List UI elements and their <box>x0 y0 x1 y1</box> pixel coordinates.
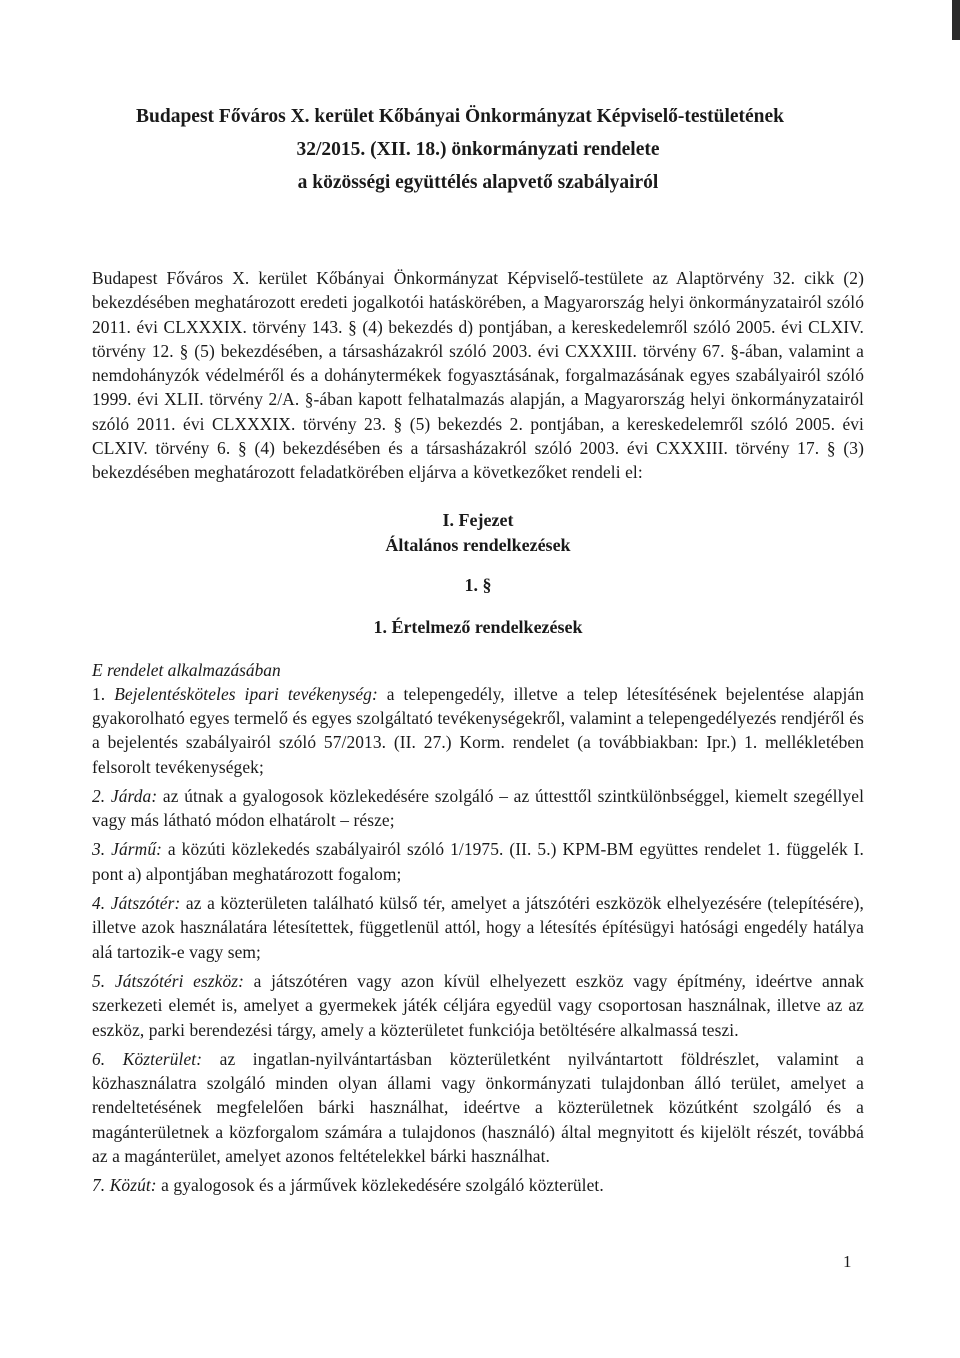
section-title: 1. Értelmező rendelkezések <box>373 616 583 637</box>
scan-edge-mark <box>952 0 960 40</box>
definition-number: 2. <box>92 785 106 806</box>
definition-number: 4. <box>92 893 106 914</box>
definition-item <box>92 969 864 1042</box>
definition-term: Járda: <box>110 785 158 806</box>
page-number: 1 <box>843 1252 852 1271</box>
definition-term: Jármű: <box>111 839 162 860</box>
chapter-title: Általános rendelkezések <box>385 534 571 555</box>
definition-text: az ingatlan-nyilvántartásban közterületként nyilvántartott földrészlet, valamint a közhasználatra szolgáló minden olyan állami vagy önkormányzati tulajdonban álló terület, amelyet a rendeltetésének megfelelően bárki használhat, ideértve a közterületnek közútként szolgáló és a magánterületnek a közforgalom számára a tulajdonos (használó) által megnyitott és kijelölt részét, továbbá az a magánterület, amelyet azonos feltételekkel bárki használhat. <box>92 1048 865 1167</box>
preamble-paragraph: Budapest Főváros X. kerület Kőbányai Önkormányzat Képviselő-testülete az Alaptörvény 32. cikk (2) bekezdésében meghatározott eredeti jogalkotói hatáskörében, a Magyarország helyi önkormányzatairól szóló 2011. évi CLXXXIX. törvény 143. § (4) bekezdés d) pontjában, a kereskedelemről szóló 2005. évi CLXIV. törvény 12. § (5) bekezdésében, a társasházakról szóló 2003. évi CXXXIII. törvény 67. §-ában, valamint a nemdohányzók védelméről és a dohánytermékek fogyasztásának, forgalmazásának egyes szabályairól szóló 1999. évi XLII. törvény 2/A. §-ában kapott felhatalmazás alapján, a Magyarország helyi önkormányzatairól szóló 2011. évi CLXXXIX. törvény 23. § (5) bekezdés 2. pontjában, a kereskedelemről szóló 2005. évi CLXIV. törvény 6. § (4) bekezdésében és a társasházakról szóló 2003. évi CXXXIII. törvény 17. § (3) bekezdésében meghatározott feladatkörében eljárva a következőket rendeli el: <box>92 268 864 483</box>
definition-text: az útnak a gyalogosok közlekedésére szolgáló – az úttesttől szintkülönbséggel, kiemelt szegéllyel vagy más látható módon elhatárolt – része; <box>92 785 865 831</box>
definition-item <box>92 891 864 964</box>
document-header <box>92 100 864 199</box>
definition-number: 6. <box>92 1048 106 1069</box>
definition-text: az a közterületen található külső tér, amelyet a játszótéri eszközök elhelyezésére (telepítésére), illetve azok használatára létesítettek, függetlenül attól, hogy a létesítés építésügyi hatósági engedély hatálya alá tartozik-e vagy sem; <box>92 893 864 962</box>
definition-number: 1. <box>92 683 106 704</box>
definition-number: 5. <box>92 970 106 991</box>
definition-text: a játszótéren vagy azon kívül elhelyezett eszköz vagy építmény, ideértve annak szerkezeti elemét is, amelyet a gyermekek játék céljára egyedül vagy csoportosan használnak, illetve az az eszköz, parki berendezési tárgy, amely a közterületet funkciója betöltésére alkalmassá teszi. <box>92 970 864 1040</box>
header-decree-number: 32/2015. (XII. 18.) önkormányzati rendelete <box>296 139 660 160</box>
definition-term: Közterület: <box>122 1048 203 1069</box>
definition-item <box>92 1173 864 1197</box>
definition-term: Közút: <box>109 1175 157 1196</box>
definitions-list <box>92 682 864 1198</box>
section-number: 1. § <box>464 574 492 595</box>
definition-text: a közúti közlekedés szabályairól szóló 1/1975. (II. 5.) KPM-BM együttes rendelet 1. függelék I. pont a) alpontjában meghatározott fogalom; <box>92 839 864 884</box>
definition-term: Játszótér: <box>110 893 181 914</box>
definition-item <box>92 682 864 779</box>
definition-term: Bejelentésköteles ipari tevékenység: <box>114 683 378 704</box>
subheading: E rendelet alkalmazásában <box>92 659 281 680</box>
header-decree-title: a közösségi együttélés alapvető szabályairól <box>297 172 659 193</box>
chapter-heading <box>92 508 864 558</box>
definition-number: 7. <box>92 1175 106 1196</box>
definition-item <box>92 837 864 886</box>
header-issuer: Budapest Főváros X. kerület Kőbányai Önkormányzat Képviselő-testületének <box>136 106 785 127</box>
definition-number: 3. <box>92 839 106 860</box>
definition-text: a gyalogosok és a járművek közlekedésére szolgáló közterület. <box>156 1175 604 1196</box>
document-page <box>92 100 864 1203</box>
definition-item <box>92 1047 864 1168</box>
chapter-number: I. Fejezet <box>442 509 514 530</box>
definition-text: a telepengedély, illetve a telep létesítésének bejelentése alapján gyakorolható egyes termelő és egyes szolgáltató tevékenységekről, valamint a telepengedélyezés rendjéről és a bejelentés szabályairól szóló 57/2013. (II. 27.) Korm. rendelet (a továbbiakban: Ipr.) 1. mellékletében felsorolt tevékenységek; <box>92 683 865 777</box>
definition-item <box>92 784 864 833</box>
definition-term: Játszótéri eszköz: <box>114 970 245 991</box>
